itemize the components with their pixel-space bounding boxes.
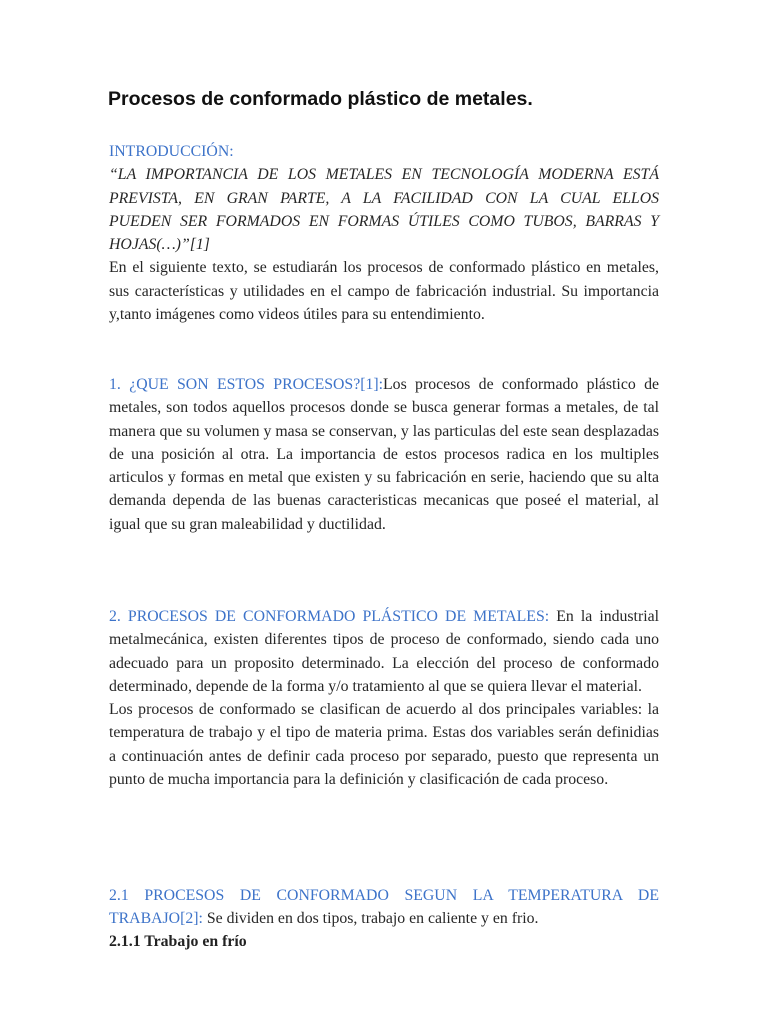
section-2-text: En la industrial metalmecánica, existen diferentes tipos de proceso de conformado, siendo cada uno adecuado para un proposito determinado. La elección del proceso de conformado determinado, depende de la forma y/o tratamiento al que se quiera llevar el material.	[109, 608, 659, 695]
document-title: Procesos de conformado plástico de metales.	[108, 88, 533, 110]
section-2-heading: 2. PROCESOS DE CONFORMADO PLÁSTICO DE METALES:	[109, 608, 550, 625]
section-2	[109, 605, 659, 791]
intro-heading: INTRODUCCIÓN:	[109, 143, 234, 160]
section-1	[109, 373, 659, 536]
section-2-paragraph-1	[109, 605, 659, 698]
section-1-heading: 1. ¿QUE SON ESTOS PROCESOS?[1]:	[109, 376, 384, 393]
intro-quote-line: “LA IMPORTANCIA DE LOS METALES EN TECNOLOGÍA MODERNA ESTÁ	[109, 166, 659, 184]
intro-quote	[109, 163, 659, 256]
section-2-1-1-heading: 2.1.1 Trabajo en frío	[109, 933, 247, 950]
section-2-1-text: Se dividen en dos tipos, trabajo en caliente y en frio.	[202, 910, 539, 928]
intro-quote-line: HOJAS(…)”[1]	[109, 236, 210, 254]
section-2-paragraph-2: Los procesos de conformado se clasifican de acuerdo al dos principales variables: la temperatura de trabajo y el tipo de materia prima. Estas dos variables serán definidias a continuación antes de definir cada proceso por separado, puesto que representa un punto de mucha importancia para la definición y clasificación de cada proceso.	[109, 701, 659, 789]
intro-quote-line: PREVISTA, EN GRAN PARTE, A LA FACILIDAD CON LA CUAL ELLOS	[109, 189, 659, 207]
intro-section	[109, 140, 659, 326]
section-2-1	[109, 884, 659, 931]
section-1-text: Los procesos de conformado plástico de metales, son todos aquellos procesos donde se busca generar formas a metales, de tal manera que su volumen y masa se conservan, y las particulas del este sean desplazadas de una posición al otra. La importancia de estos procesos radica en los multiples articulos y formas en metal que existen y su fabricación en serie, haciendo que su alta demanda dependa de las buenas caracteristicas mecanicas que poseé el material, al igual que su gran maleabilidad y ductilidad.	[109, 376, 659, 533]
intro-paragraph: En el siguiente texto, se estudiarán los procesos de conformado plástico en metales, sus características y utilidades en el campo de fabricación industrial. Su importancia y,tanto imágenes como videos útiles para su entendimiento.	[109, 259, 659, 324]
section-2-1-heading: 2.1 PROCESOS DE CONFORMADO SEGUN LA TEMPERATURA DE TRABAJO[2]:	[109, 887, 659, 928]
intro-quote-line: PUEDEN SER FORMADOS EN FORMAS ÚTILES COMO TUBOS, BARRAS Y	[109, 212, 659, 230]
